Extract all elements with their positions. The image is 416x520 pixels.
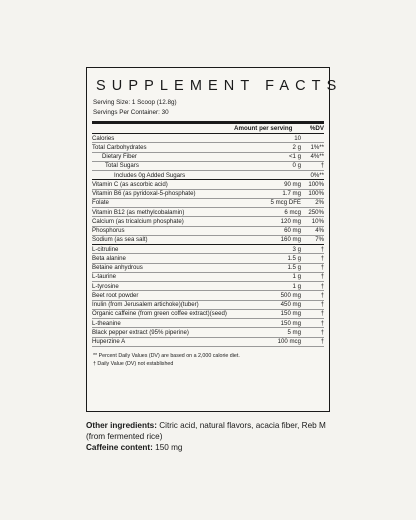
nutrient-name: Folate <box>92 199 109 207</box>
nutrient-dv: 4%** <box>310 153 324 161</box>
nutrient-amount: 5 mcg DFE <box>270 199 301 207</box>
nutrient-name: Calories <box>92 134 115 142</box>
nutrient-amount: 60 mg <box>284 227 301 235</box>
nutrient-row <box>92 264 324 273</box>
nutrient-dv: 100% <box>308 180 324 188</box>
nutrient-name: Sodium (as sea salt) <box>92 236 148 244</box>
nutrient-name: L-taurine <box>92 273 117 281</box>
nutrient-dv: 0%** <box>310 171 324 179</box>
nutrient-row <box>92 338 324 347</box>
header-dv: %DV <box>309 125 324 132</box>
nutrient-name: Includes 0g Added Sugars <box>114 171 186 179</box>
nutrient-row <box>92 291 324 300</box>
nutrient-dv: † <box>320 282 324 290</box>
nutrient-name: Vitamin C (as ascorbic acid) <box>92 180 168 188</box>
nutrient-dv: † <box>320 301 324 309</box>
supplement-facts-panel <box>86 67 343 412</box>
nutrient-amount: 3 g <box>292 245 301 253</box>
nutrient-dv: † <box>320 254 324 262</box>
nutrient-amount: 120 mg <box>280 217 301 225</box>
nutrient-name: Total Carbohydrates <box>92 143 147 151</box>
nutrient-dv: 7% <box>315 236 324 244</box>
nutrient-amount: 450 mg <box>280 301 301 309</box>
nutrient-name: L-tyrosine <box>92 282 119 290</box>
nutrient-name: Beta alanine <box>92 254 126 262</box>
nutrient-row <box>92 328 324 337</box>
nutrient-name: Vitamin B6 (as pyridoxal-5-phosphate) <box>92 190 196 198</box>
nutrient-dv: 4% <box>315 227 324 235</box>
nutrient-amount: 6 mcg <box>284 208 301 216</box>
nutrient-row <box>92 180 324 189</box>
nutrient-row <box>92 199 324 208</box>
nutrient-dv: † <box>320 162 324 170</box>
footnote-dagger: † Daily Value (DV) not established <box>93 360 174 367</box>
other-ingredients-text: Citric acid, natural flavors, acacia fiber, Reb M (from fermented rice) <box>86 421 326 441</box>
nutrient-row <box>92 134 324 143</box>
nutrient-name: Vitamin B12 (as methylcobalamin) <box>92 208 185 216</box>
nutrient-amount: 0 g <box>292 162 301 170</box>
nutrient-amount: 160 mg <box>280 236 301 244</box>
nutrient-dv: 250% <box>308 208 324 216</box>
nutrient-dv: † <box>320 319 324 327</box>
header-spacer <box>92 124 234 133</box>
nutrient-row <box>92 254 324 263</box>
nutrient-row <box>92 301 324 310</box>
nutrient-amount: 1.5 g <box>287 254 301 262</box>
footnote-dv: ** Percent Daily Values (DV) are based on a 2,000 calorie diet. <box>93 352 240 359</box>
nutrient-row <box>92 282 324 291</box>
nutrient-name: Betaine anhydrous <box>92 264 143 272</box>
other-ingredients-label: Other ingredients: <box>86 421 157 430</box>
panel-title: SUPPLEMENT FACTS <box>96 78 343 94</box>
caffeine-text: 150 mg <box>152 443 183 452</box>
nutrient-row <box>92 171 324 180</box>
nutrient-amount: 150 mg <box>280 310 301 318</box>
nutrient-amount: 150 mg <box>280 319 301 327</box>
nutrient-name: Dietary Fiber <box>102 153 137 161</box>
nutrient-dv: 2% <box>315 199 324 207</box>
nutrient-rows <box>92 134 324 347</box>
nutrient-name: L-theanine <box>92 319 121 327</box>
nutrient-dv: † <box>320 245 324 253</box>
caffeine-content <box>86 442 346 453</box>
nutrient-amount: 100 mcg <box>277 338 301 346</box>
nutrient-amount: 2 g <box>292 143 301 151</box>
nutrient-dv: † <box>320 264 324 272</box>
nutrient-row <box>92 153 324 162</box>
nutrient-amount: 1.5 g <box>287 264 301 272</box>
nutrient-row <box>92 310 324 319</box>
nutrient-dv: † <box>320 338 324 346</box>
ingredients-section <box>86 420 346 453</box>
nutrient-row <box>92 319 324 328</box>
nutrient-name: Huperzine A <box>92 338 126 346</box>
footnotes <box>92 352 324 368</box>
nutrient-row <box>92 273 324 282</box>
nutrient-dv: † <box>320 291 324 299</box>
nutrient-name: Calcium (as tricalcium phosphate) <box>92 217 184 225</box>
nutrient-name: L-citruline <box>92 245 119 253</box>
nutrient-amount: 1 g <box>292 273 301 281</box>
nutrient-dv: † <box>320 310 324 318</box>
column-header <box>92 124 324 134</box>
nutrient-amount: 1 g <box>292 282 301 290</box>
other-ingredients <box>86 420 346 442</box>
nutrient-amount: 5 mg <box>287 328 301 336</box>
serving-info <box>92 98 324 117</box>
nutrient-name: Total Sugars <box>105 162 139 170</box>
caffeine-label: Caffeine content: <box>86 443 153 452</box>
nutrient-name: Organic caffeine (from green coffee extract)(seed) <box>92 310 227 318</box>
nutrient-amount: <1 g <box>288 153 301 161</box>
nutrient-name: Black pepper extract (95% piperine) <box>92 328 189 336</box>
nutrient-row <box>92 208 324 217</box>
nutrient-row <box>92 190 324 199</box>
nutrient-amount: 10 <box>294 134 301 142</box>
nutrient-amount: 90 mg <box>284 180 301 188</box>
servings-per-container: Servings Per Container: 30 <box>93 108 169 116</box>
nutrient-amount: 1.7 mg <box>282 190 301 198</box>
nutrient-dv: † <box>320 328 324 336</box>
nutrient-row <box>92 143 324 152</box>
nutrient-dv: 10% <box>311 217 324 225</box>
nutrient-name: Beet root powder <box>92 291 139 299</box>
nutrient-dv: † <box>320 273 324 281</box>
header-amount: Amount per serving <box>234 125 293 132</box>
nutrient-name: Inulin (from Jerusalem artichoke)(tuber) <box>92 301 199 309</box>
nutrient-row <box>92 217 324 226</box>
nutrient-row <box>92 236 324 245</box>
nutrient-row <box>92 162 324 171</box>
nutrient-dv: 100% <box>308 190 324 198</box>
nutrient-name: Phosphorus <box>92 227 125 235</box>
serving-size: Serving Size: 1 Scoop (12.8g) <box>93 99 177 106</box>
nutrient-dv: 1%** <box>310 143 324 151</box>
nutrient-row <box>92 245 324 254</box>
nutrient-row <box>92 227 324 236</box>
nutrient-amount: 500 mg <box>280 291 301 299</box>
